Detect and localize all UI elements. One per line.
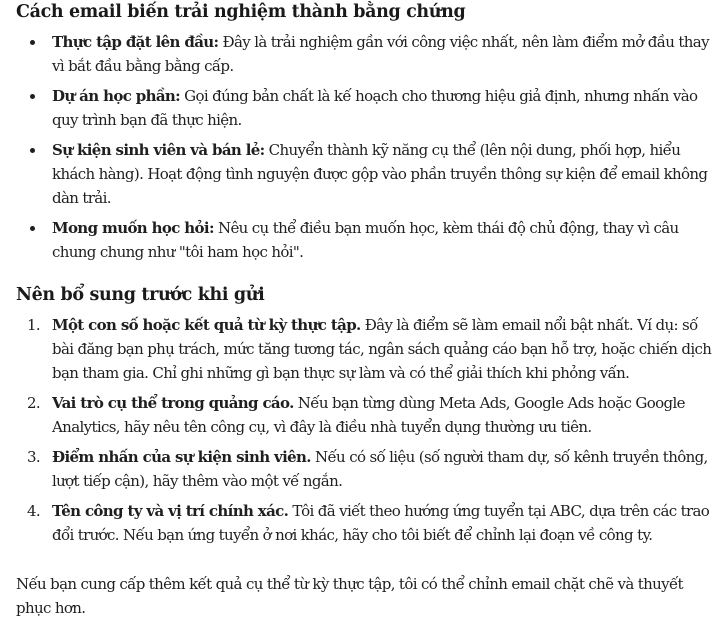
bullet-dot-icon: [30, 40, 35, 45]
item-label: Mong muốn học hỏi:: [52, 219, 214, 237]
section-heading-evidence: Cách email biến trải nghiệm thành bằng chứng: [16, 2, 466, 22]
list-item: [16, 84, 712, 132]
list-item: [16, 30, 712, 78]
item-label: Thực tập đặt lên đầu:: [52, 33, 219, 51]
item-text: Chuyển thành kỹ năng cụ thể (lên nội dung, phối hợp, hiểu khách hàng). Hoạt động tình nguyện được gộp vào phần truyền thông sự kiện để email không dàn trải.: [52, 141, 708, 207]
bullet-dot-icon: [30, 94, 35, 99]
item-label: Một con số hoặc kết quả từ kỳ thực tập.: [52, 316, 361, 334]
bullet-list-evidence: [16, 30, 712, 264]
list-item: [16, 216, 712, 264]
item-text: Nêu cụ thể điều bạn muốn học, kèm thái độ chủ động, thay vì câu chung chung như "tôi ham học hỏi".: [52, 219, 679, 261]
list-item: [16, 445, 712, 493]
list-item: [16, 138, 712, 210]
item-label: Tên công ty và vị trí chính xác.: [52, 502, 289, 520]
bullet-dot-icon: [30, 148, 35, 153]
item-number: 2.: [27, 394, 41, 412]
closing-paragraph: Nếu bạn cung cấp thêm kết quả cụ thể từ kỳ thực tập, tôi có thể chỉnh email chặt chẽ và thuyết phục hơn.: [16, 575, 683, 617]
item-label: Dự án học phần:: [52, 87, 181, 105]
item-number: 3.: [27, 448, 41, 466]
response-content: [16, 0, 712, 620]
item-number: 1.: [27, 316, 41, 334]
item-text: Nếu bạn từng dùng Meta Ads, Google Ads hoặc Google Analytics, hãy nêu tên công cụ, vì đây là điều nhà tuyển dụng thường ưu tiên.: [52, 394, 685, 436]
item-text: Nếu có số liệu (số người tham dự, số kênh truyền thông, lượt tiếp cận), hãy thêm vào một vế ngắn.: [52, 448, 708, 490]
item-text: Tôi đã viết theo hướng ứng tuyển tại ABC, dựa trên các trao đổi trước. Nếu bạn ứng tuyển ở nơi khác, hãy cho tôi biết để chỉnh lại đoạn về công ty.: [52, 502, 710, 544]
list-item: [16, 499, 712, 547]
item-text: Đây là trải nghiệm gần với công việc nhất, nên làm điểm mở đầu thay vì bắt đầu bằng bằng cấp.: [52, 33, 709, 75]
item-text: Đây là điểm sẽ làm email nổi bật nhất. Ví dụ: số bài đăng bạn phụ trách, mức tăng tương tác, ngân sách quảng cáo bạn hỗ trợ, hoặc chiến dịch bạn tham gia. Chỉ ghi những gì bạn thực sự làm và có thể giải thích khi phỏng vấn.: [52, 316, 712, 382]
bullet-dot-icon: [30, 226, 35, 231]
item-label: Sự kiện sinh viên và bán lẻ:: [52, 141, 265, 159]
item-number: 4.: [27, 502, 41, 520]
item-label: Điểm nhấn của sự kiện sinh viên.: [52, 448, 311, 466]
numbered-list-additions: [16, 313, 712, 547]
list-item: [16, 391, 712, 439]
section-heading-additions: Nên bổ sung trước khi gửi: [16, 285, 265, 305]
item-label: Vai trò cụ thể trong quảng cáo.: [52, 394, 294, 412]
list-item: [16, 313, 712, 385]
item-text: Gọi đúng bản chất là kế hoạch cho thương hiệu giả định, nhưng nhấn vào quy trình bạn đã thực hiện.: [52, 87, 698, 129]
